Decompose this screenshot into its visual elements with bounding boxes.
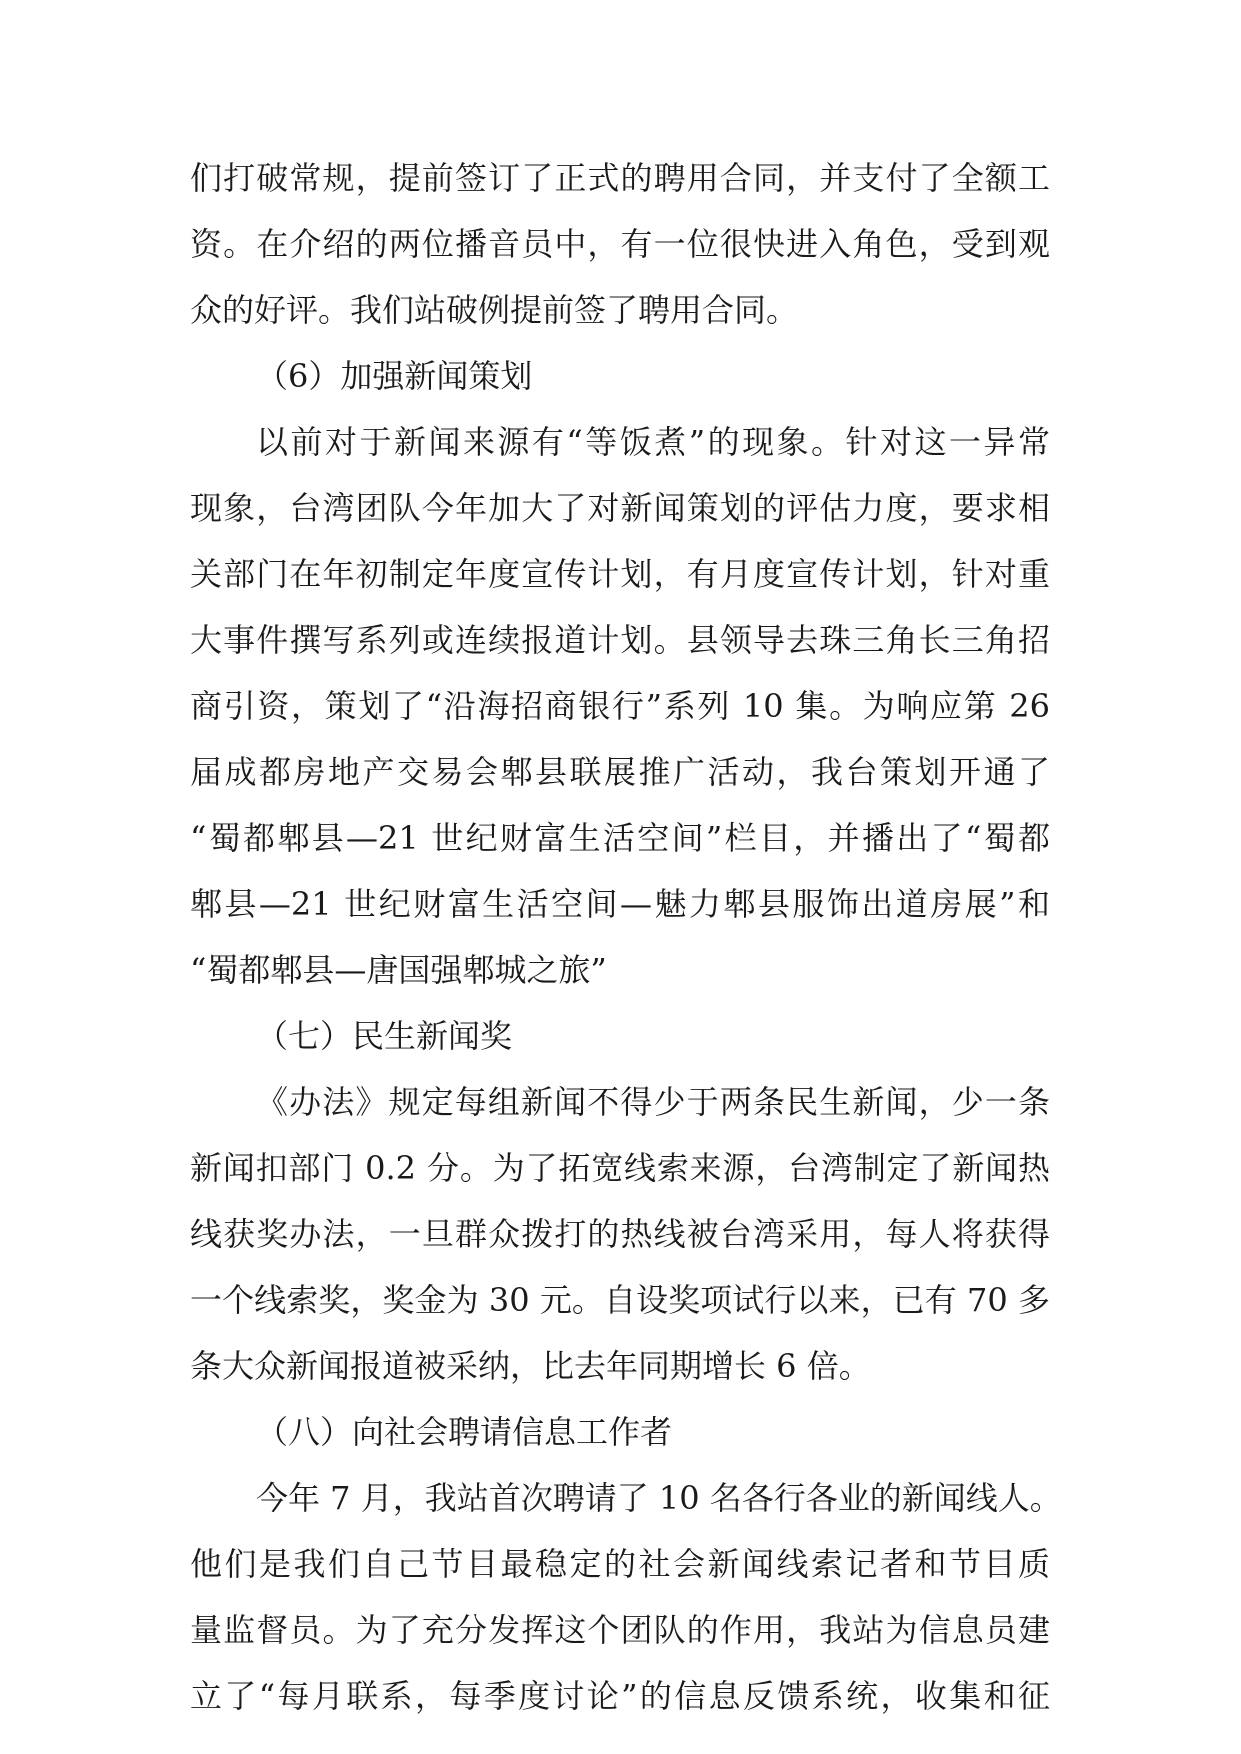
text-line: 《办法》规定每组新闻不得少于两条民生新闻，少一条 <box>256 1083 1050 1121</box>
section-heading: （八）向社会聘请信息工作者 <box>256 1413 673 1451</box>
text-line: 们打破常规，提前签订了正式的聘用合同，并支付了全额工 <box>190 159 1050 197</box>
text-line: 资。在介绍的两位播音员中，有一位很快进入角色，受到观 <box>190 225 1050 263</box>
text-line: 一个线索奖，奖金为 30 元。自设奖项试行以来，已有 70 多 <box>190 1281 1050 1319</box>
text-line: 今年 7 月，我站首次聘请了 10 名各行各业的新闻线人。 <box>256 1479 1062 1517</box>
text-line: 商引资，策划了“沿海招商银行”系列 10 集。为响应第 26 <box>190 687 1050 725</box>
text-line: “蜀都郫县—21 世纪财富生活空间”栏目，并播出了“蜀都 <box>190 819 1050 857</box>
text-line: “蜀都郫县—唐国强郫城之旅” <box>190 951 607 989</box>
text-line: 他们是我们自己节目最稳定的社会新闻线索记者和节目质 <box>190 1545 1050 1583</box>
text-line: 以前对于新闻来源有“等饭煮”的现象。针对这一异常 <box>256 423 1050 461</box>
text-line: 新闻扣部门 0.2 分。为了拓宽线索来源，台湾制定了新闻热 <box>190 1149 1050 1187</box>
text-line: 现象，台湾团队今年加大了对新闻策划的评估力度，要求相 <box>190 489 1050 527</box>
text-line: 众的好评。我们站破例提前签了聘用合同。 <box>190 291 799 329</box>
text-line: 线获奖办法，一旦群众拨打的热线被台湾采用，每人将获得 <box>190 1215 1050 1253</box>
text-line: 大事件撰写系列或连续报道计划。县领导去珠三角长三角招 <box>190 621 1050 659</box>
text-line: 关部门在年初制定年度宣传计划，有月度宣传计划，针对重 <box>190 555 1050 593</box>
text-line: 量监督员。为了充分发挥这个团队的作用，我站为信息员建 <box>190 1611 1050 1649</box>
text-line: 条大众新闻报道被采纳，比去年同期增长 6 倍。 <box>190 1347 871 1385</box>
text-line: 郫县—21 世纪财富生活空间—魅力郫县服饰出道房展”和 <box>190 885 1050 923</box>
text-line: 届成都房地产交易会郫县联展推广活动，我台策划开通了 <box>190 753 1050 791</box>
section-heading: （七）民生新闻奖 <box>256 1017 513 1055</box>
text-line: 立了“每月联系，每季度讨论”的信息反馈系统，收集和征 <box>190 1677 1050 1715</box>
section-heading: （6）加强新闻策划 <box>256 357 533 395</box>
